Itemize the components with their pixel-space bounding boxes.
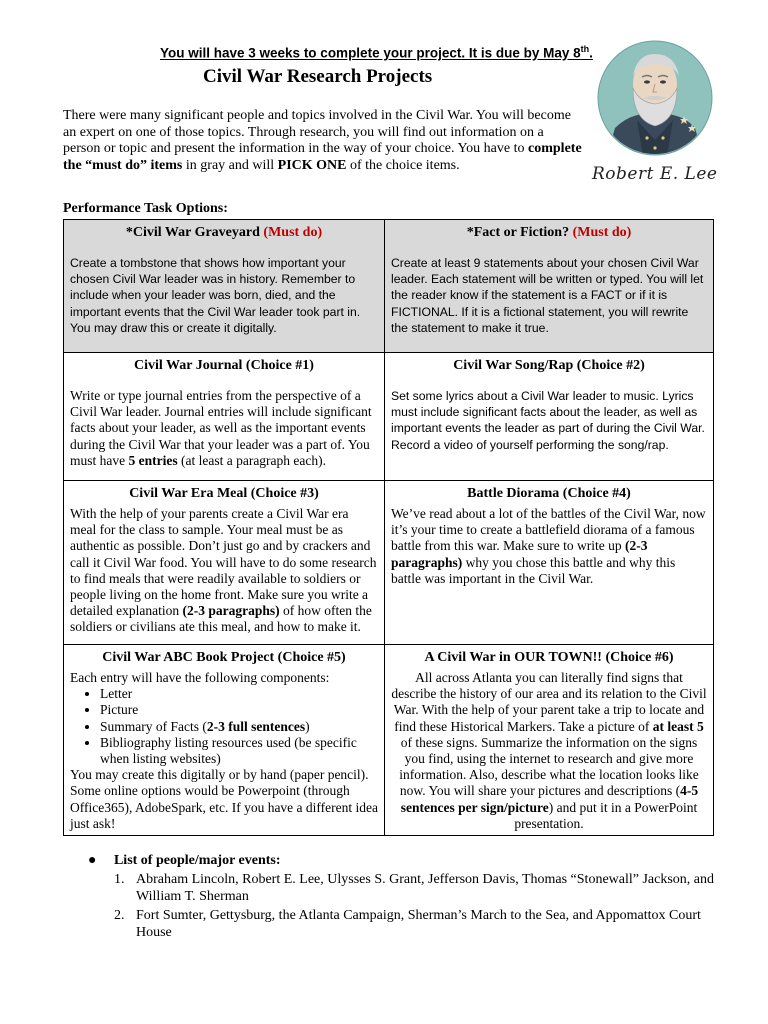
list-item: • Picture <box>100 702 378 718</box>
intro-pick-one-emphasis: PICK ONE <box>277 157 347 173</box>
civil-war-journal-cell <box>64 353 385 481</box>
list-item: 2. Fort Sumter, Gettysburg, the Atlanta Campaign, Sherman’s March to the Sea, and Appomattox Court House <box>128 907 728 941</box>
due-date-notice <box>160 44 620 61</box>
battle-diorama-cell <box>385 481 714 645</box>
civil-war-era-meal-cell <box>64 481 385 645</box>
people-events-heading-text: List of people/major events: <box>113 853 281 868</box>
abc-book-components-list <box>70 686 378 767</box>
civil-war-song-rap-description: Set some lyrics about a Civil War leader to music. Lyrics must include significant facts about the leader, as well as important events the leader as part of during the Civil War. Record a video of yourself performing the song/rap. <box>391 389 705 452</box>
emphasis-text: 5 entries <box>128 452 178 468</box>
cell-title-text: *Civil War Graveyard <box>125 225 264 240</box>
battle-diorama-description <box>391 506 707 587</box>
emphasis-text: 2-3 full sentences <box>206 718 306 734</box>
list-item-text: Summary of Facts ( <box>100 718 207 734</box>
battle-diorama-title: Battle Diorama (Choice #4) <box>467 486 631 501</box>
abc-book-cell <box>64 645 385 836</box>
intro-paragraph <box>63 108 583 174</box>
fact-or-fiction-title <box>391 225 707 241</box>
fact-or-fiction-cell <box>385 220 714 353</box>
intro-text: in gray and will <box>182 157 278 173</box>
cell-title-text: *Fact or Fiction? <box>466 225 573 240</box>
fact-or-fiction-description: Create at least 9 statements about your chosen Civil War leader. Each statement will be written or typed. You will let the reader know if the statement is a FACT or if it is FICTIONAL. If it is a fictional statement, you will rewrite the statement to make it true. <box>391 256 704 335</box>
due-date-period: . <box>589 45 593 61</box>
must-do-tag: (Must do) <box>572 225 632 240</box>
emphasis-text: 4-5 sentences per sign/picture <box>400 783 699 815</box>
civil-war-era-meal-title: Civil War Era Meal (Choice #3) <box>129 486 319 501</box>
list-item <box>100 719 378 735</box>
civil-war-graveyard-description: Create a tombstone that shows how important your chosen Civil War leader was in history. Remember to include when your leader was born, died, and the important events that the Civil War leader took part in. You may draw this or create it digitally. <box>70 256 361 335</box>
emphasis-text: at least 5 <box>652 718 704 734</box>
civil-war-journal-description <box>70 388 378 469</box>
people-events-heading <box>88 853 728 869</box>
performance-task-heading: Performance Task Options: <box>63 201 228 216</box>
civil-war-song-rap-cell <box>385 353 714 481</box>
description-text: why you chose this battle and why this battle was important in the Civil War. <box>391 554 676 586</box>
intro-must-do-emphasis: complete the “must do” items <box>63 141 582 173</box>
robert-e-lee-portrait-image <box>597 40 713 156</box>
description-text: All across Atlanta you can literally find signs that describe the history of our area and its relation to the Civil War. With the help of your parent take a trip to locate and find these Historical Markers. Take a picture of <box>391 670 707 734</box>
bullet-dot: ● <box>88 853 114 868</box>
list-item-text: ) <box>305 718 310 734</box>
civil-war-song-rap-title: Civil War Song/Rap (Choice #2) <box>453 358 645 373</box>
list-item: 1. Abraham Lincoln, Robert E. Lee, Ulysses S. Grant, Jefferson Davis, Thomas “Stonewall” Jackson, and William T. Sherman <box>128 871 728 905</box>
civil-war-graveyard-title <box>70 225 378 241</box>
abc-book-description <box>70 670 378 832</box>
civil-war-graveyard-cell <box>64 220 385 353</box>
description-text: of these signs. Summarize the information on the signs you find, using the internet to research and give more information. Also, describe what the location looks like now. You will share your pictures and descriptions ( <box>399 734 699 799</box>
description-text: (at least a paragraph each). <box>177 452 327 468</box>
description-text: We’ve read about a lot of the battles of the Civil War, now it’s your time to create a battlefield diorama of a famous battle from this war. Make sure to write up <box>391 506 706 554</box>
description-text: of how often the soldiers or civilians ate this meal, and how to make it. <box>70 603 372 635</box>
civil-war-our-town-description <box>391 670 707 832</box>
list-item: • Letter <box>100 686 378 702</box>
abc-book-lead: Each entry will have the following components: <box>70 670 330 685</box>
description-text: ) and put it in a PowerPoint presentation. <box>514 799 698 831</box>
due-date-suffix: th <box>580 44 590 54</box>
intro-text: There were many significant people and topics involved in the Civil War. You will become an expert on one of those topics. Through research, you will find out information on a person or topic and present the information in the way of your choice. You have to <box>63 108 571 156</box>
abc-book-tail: You may create this digitally or by hand (paper pencil). Some online options would be Powerpoint (through Office365), AdobeSpark, etc. If you have a different idea just ask! <box>70 767 379 831</box>
civil-war-era-meal-description <box>70 506 378 636</box>
civil-war-our-town-cell <box>385 645 714 836</box>
robert-e-lee-signature: Robert E. Lee <box>592 164 718 184</box>
civil-war-journal-title: Civil War Journal (Choice #1) <box>134 358 314 373</box>
performance-task-table <box>63 219 714 836</box>
emphasis-text: (2-3 paragraphs) <box>182 603 280 619</box>
description-text: With the help of your parents create a Civil War era meal for the class to sample. Your meal must be as authentic as possible. Don’t just go and by crackers and call it Civil War food. You will have to do some research to find meals that were readily available to soldiers or people living on the home front. Make sure you write a detailed explanation <box>70 506 377 619</box>
intro-text: of the choice items. <box>346 157 460 173</box>
due-date-text: You will have 3 weeks to complete your project. It is due by May 8 <box>160 45 581 61</box>
people-events-section <box>88 853 728 943</box>
emphasis-text: (2-3 paragraphs) <box>391 538 648 570</box>
page-title: Civil War Research Projects <box>203 66 433 87</box>
civil-war-our-town-title: A Civil War in OUR TOWN!! (Choice #6) <box>424 650 674 665</box>
people-events-list <box>128 871 728 941</box>
description-text: Write or type journal entries from the perspective of a Civil War leader. Journal entries will include significant facts about your leader, as well as the important events during the Civil War that your leader was a part of. You must have <box>70 388 372 468</box>
must-do-tag: (Must do) <box>263 225 323 240</box>
list-item: • Bibliography listing resources used (be specific when listing websites) <box>100 735 378 767</box>
abc-book-title: Civil War ABC Book Project (Choice #5) <box>102 650 346 665</box>
